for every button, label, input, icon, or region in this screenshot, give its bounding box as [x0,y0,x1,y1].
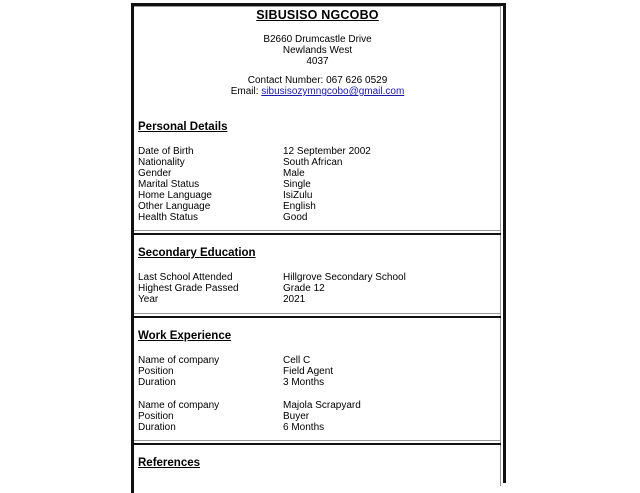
detail-value: Single [283,179,311,190]
contact-number: 067 626 0529 [326,75,388,86]
detail-label: Gender [138,168,172,179]
secondary-education-heading: Secondary Education [138,247,256,259]
detail-value: South African [283,157,343,168]
job-row [138,366,498,377]
job-value: 6 Months [283,422,325,433]
email-link[interactable]: sibusisozymngcobo@gmail.com [261,86,405,97]
detail-row [138,212,498,223]
detail-row [138,190,498,201]
detail-value: Good [283,212,308,223]
education-label: Last School Attended [138,272,233,283]
references-heading: References [138,457,201,469]
postal-code: 4037 [306,56,329,67]
job-value: Majola Scrapyard [283,400,361,411]
job-value: Field Agent [283,366,334,377]
job-value: 3 Months [283,377,325,388]
job-label: Position [138,411,174,422]
detail-row [138,179,498,190]
detail-value: IsiZulu [283,190,313,201]
education-row [138,283,498,294]
job-value: Cell C [283,355,311,366]
section-divider [134,230,501,235]
detail-value: English [283,201,316,212]
detail-label: Home Language [138,190,212,201]
job-label: Name of company [138,355,220,366]
page-border-right [503,3,506,483]
email-label: Email: [230,86,259,97]
job-label: Duration [138,422,176,433]
contact-number-line [134,75,501,86]
detail-label: Other Language [138,201,211,212]
address-line-1: B2660 Drumcastle Drive [263,34,372,45]
job-row [138,411,498,422]
job-row [138,422,498,433]
detail-label: Date of Birth [138,146,194,157]
section-divider [134,440,501,445]
job-label: Duration [138,377,176,388]
detail-label: Nationality [138,157,185,168]
detail-row [138,168,498,179]
job-row [138,400,498,411]
education-value: 2021 [283,294,306,305]
contact-label: Contact Number: [247,75,324,86]
email-line [134,86,501,97]
detail-label: Health Status [138,212,199,223]
job-value: Buyer [283,411,310,422]
page-border-top-inner [134,6,501,7]
detail-value: 12 September 2002 [283,146,371,157]
education-row [138,294,498,305]
section-divider [134,313,501,318]
job-row [138,377,498,388]
education-label: Year [138,294,159,305]
personal-details-heading: Personal Details [138,121,228,133]
address-line-2: Newlands West [282,45,353,56]
detail-row [138,201,498,212]
education-label: Highest Grade Passed [138,283,239,294]
work-experience-heading: Work Experience [138,330,232,342]
education-value: Grade 12 [283,283,325,294]
detail-value: Male [283,168,305,179]
detail-label: Marital Status [138,179,200,190]
detail-row [138,146,498,157]
education-value: Hillgrove Secondary School [283,272,406,283]
job-label: Position [138,366,174,377]
education-row [138,272,498,283]
applicant-name: SIBUSISO NGCOBO [256,8,379,22]
job-row [138,355,498,366]
detail-row [138,157,498,168]
job-label: Name of company [138,400,220,411]
